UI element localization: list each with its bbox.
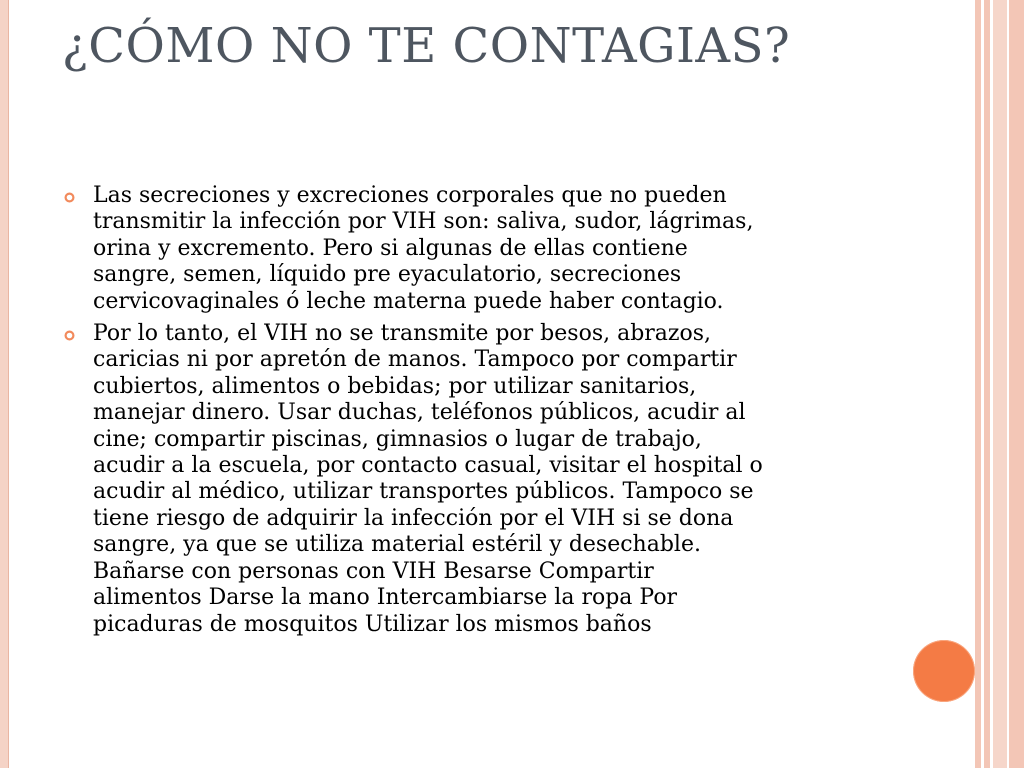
stripe	[1009, 0, 1024, 768]
bullet-text: Las secreciones y excreciones corporales que no pueden transmitir la infección por VIH son: saliva, sudor, lágrimas, orina y excremento. Pero si algunas de ellas contiene sangre, semen, líquido pre eyaculatorio, secreciones cervicovaginales ó leche materna puede haber contagio.	[93, 183, 754, 314]
orange-circle-decoration	[913, 640, 975, 702]
left-decorative-stripe	[0, 0, 9, 768]
ring-bullet-icon	[64, 330, 75, 341]
ring-bullet-icon	[64, 192, 75, 203]
stripe	[993, 0, 1007, 768]
slide-title: ¿CÓMO NO TE CONTAGIAS?	[62, 18, 791, 74]
right-decorative-stripes	[975, 0, 1024, 768]
bullet-text: Por lo tanto, el VIH no se transmite por besos, abrazos, caricias ni por apretón de manos. Tampoco por compartir cubiertos, alimentos o bebidas; por utilizar sanitarios, manejar dinero. Usar duchas, teléfonos públicos, acudir al cine; compartir piscinas, gimnasios o lugar de trabajo, acudir a la escuela, por contacto casual, visitar el hospital o acudir al médico, utilizar transportes públicos. Tampoco se tiene riesgo de adquirir la infección por el VIH si se dona sangre, ya que se utiliza material estéril y desechable. Bañarse con personas con VIH Besarse Compartir alimentos Darse la mano Intercambiarse la ropa Por picaduras de mosquitos Utilizar los mismos baños	[93, 321, 763, 637]
bullet-item	[62, 183, 892, 315]
bullet-item	[62, 321, 892, 638]
bullet-list	[62, 183, 892, 644]
